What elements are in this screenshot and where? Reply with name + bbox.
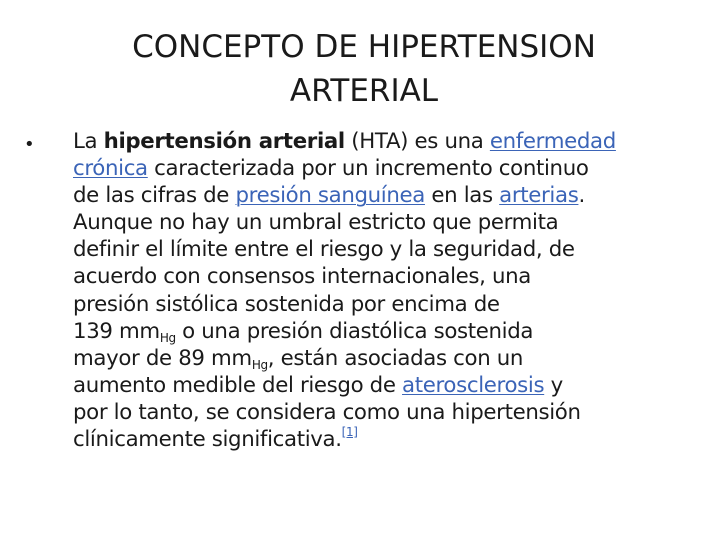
text-line-6: acuerdo con consensos internacionales, una — [73, 264, 531, 290]
text-segment: mayor de 89 mm — [73, 345, 252, 371]
text-segment: . — [578, 183, 585, 209]
text-line-5: definir el límite entre el riesgo y la seguridad, de — [73, 237, 575, 263]
text-line-8 — [73, 318, 713, 345]
link-cronica[interactable]: crónica — [73, 156, 148, 182]
link-enfermedad[interactable]: enfermedad — [489, 129, 616, 154]
text-line-4: Aunque no hay un umbral estricto que permita — [73, 210, 559, 236]
unit-subscript: Hg — [159, 330, 176, 345]
text-line-12 — [73, 426, 713, 453]
link-presion-sanguinea[interactable]: presión sanguínea — [235, 183, 425, 209]
link-arterias[interactable]: arterias — [499, 183, 579, 209]
text-line-11: por lo tanto, se considera como una hipertensión — [73, 399, 581, 425]
text-line-2 — [73, 155, 713, 182]
text-segment: de las cifras de — [73, 183, 236, 209]
text-segment: aumento medible del riesgo de — [73, 372, 403, 398]
unit-subscript: Hg — [251, 357, 268, 372]
title-line-1: CONCEPTO DE HIPERTENSION — [132, 29, 596, 65]
text-segment: La — [73, 129, 104, 154]
text-segment: y — [544, 372, 563, 398]
text-line-10 — [73, 372, 713, 399]
text-segment: , están asociadas con un — [267, 345, 524, 371]
text-line-3 — [73, 182, 713, 209]
link-aterosclerosis[interactable]: aterosclerosis — [402, 372, 545, 398]
text-segment: caracterizada por un incremento continuo — [147, 156, 589, 182]
bold-term: hipertensión arterial — [103, 129, 345, 154]
title-line-2: ARTERIAL — [289, 73, 439, 109]
bullet-paragraph — [73, 128, 713, 453]
text-segment: 139 mm — [73, 318, 160, 344]
text-segment: clínicamente significativa. — [73, 427, 342, 453]
reference-link[interactable]: [1] — [341, 425, 358, 440]
text-segment: (HTA) es una — [344, 129, 490, 154]
text-line-1 — [73, 128, 713, 155]
text-line-9 — [73, 345, 713, 372]
text-line-7: presión sistólica sostenida por encima de — [73, 291, 500, 317]
text-segment: o una presión diastólica sostenida — [175, 318, 534, 344]
slide-title — [40, 25, 688, 113]
text-segment: en las — [424, 183, 500, 209]
bullet-dot-icon: • — [24, 134, 35, 155]
